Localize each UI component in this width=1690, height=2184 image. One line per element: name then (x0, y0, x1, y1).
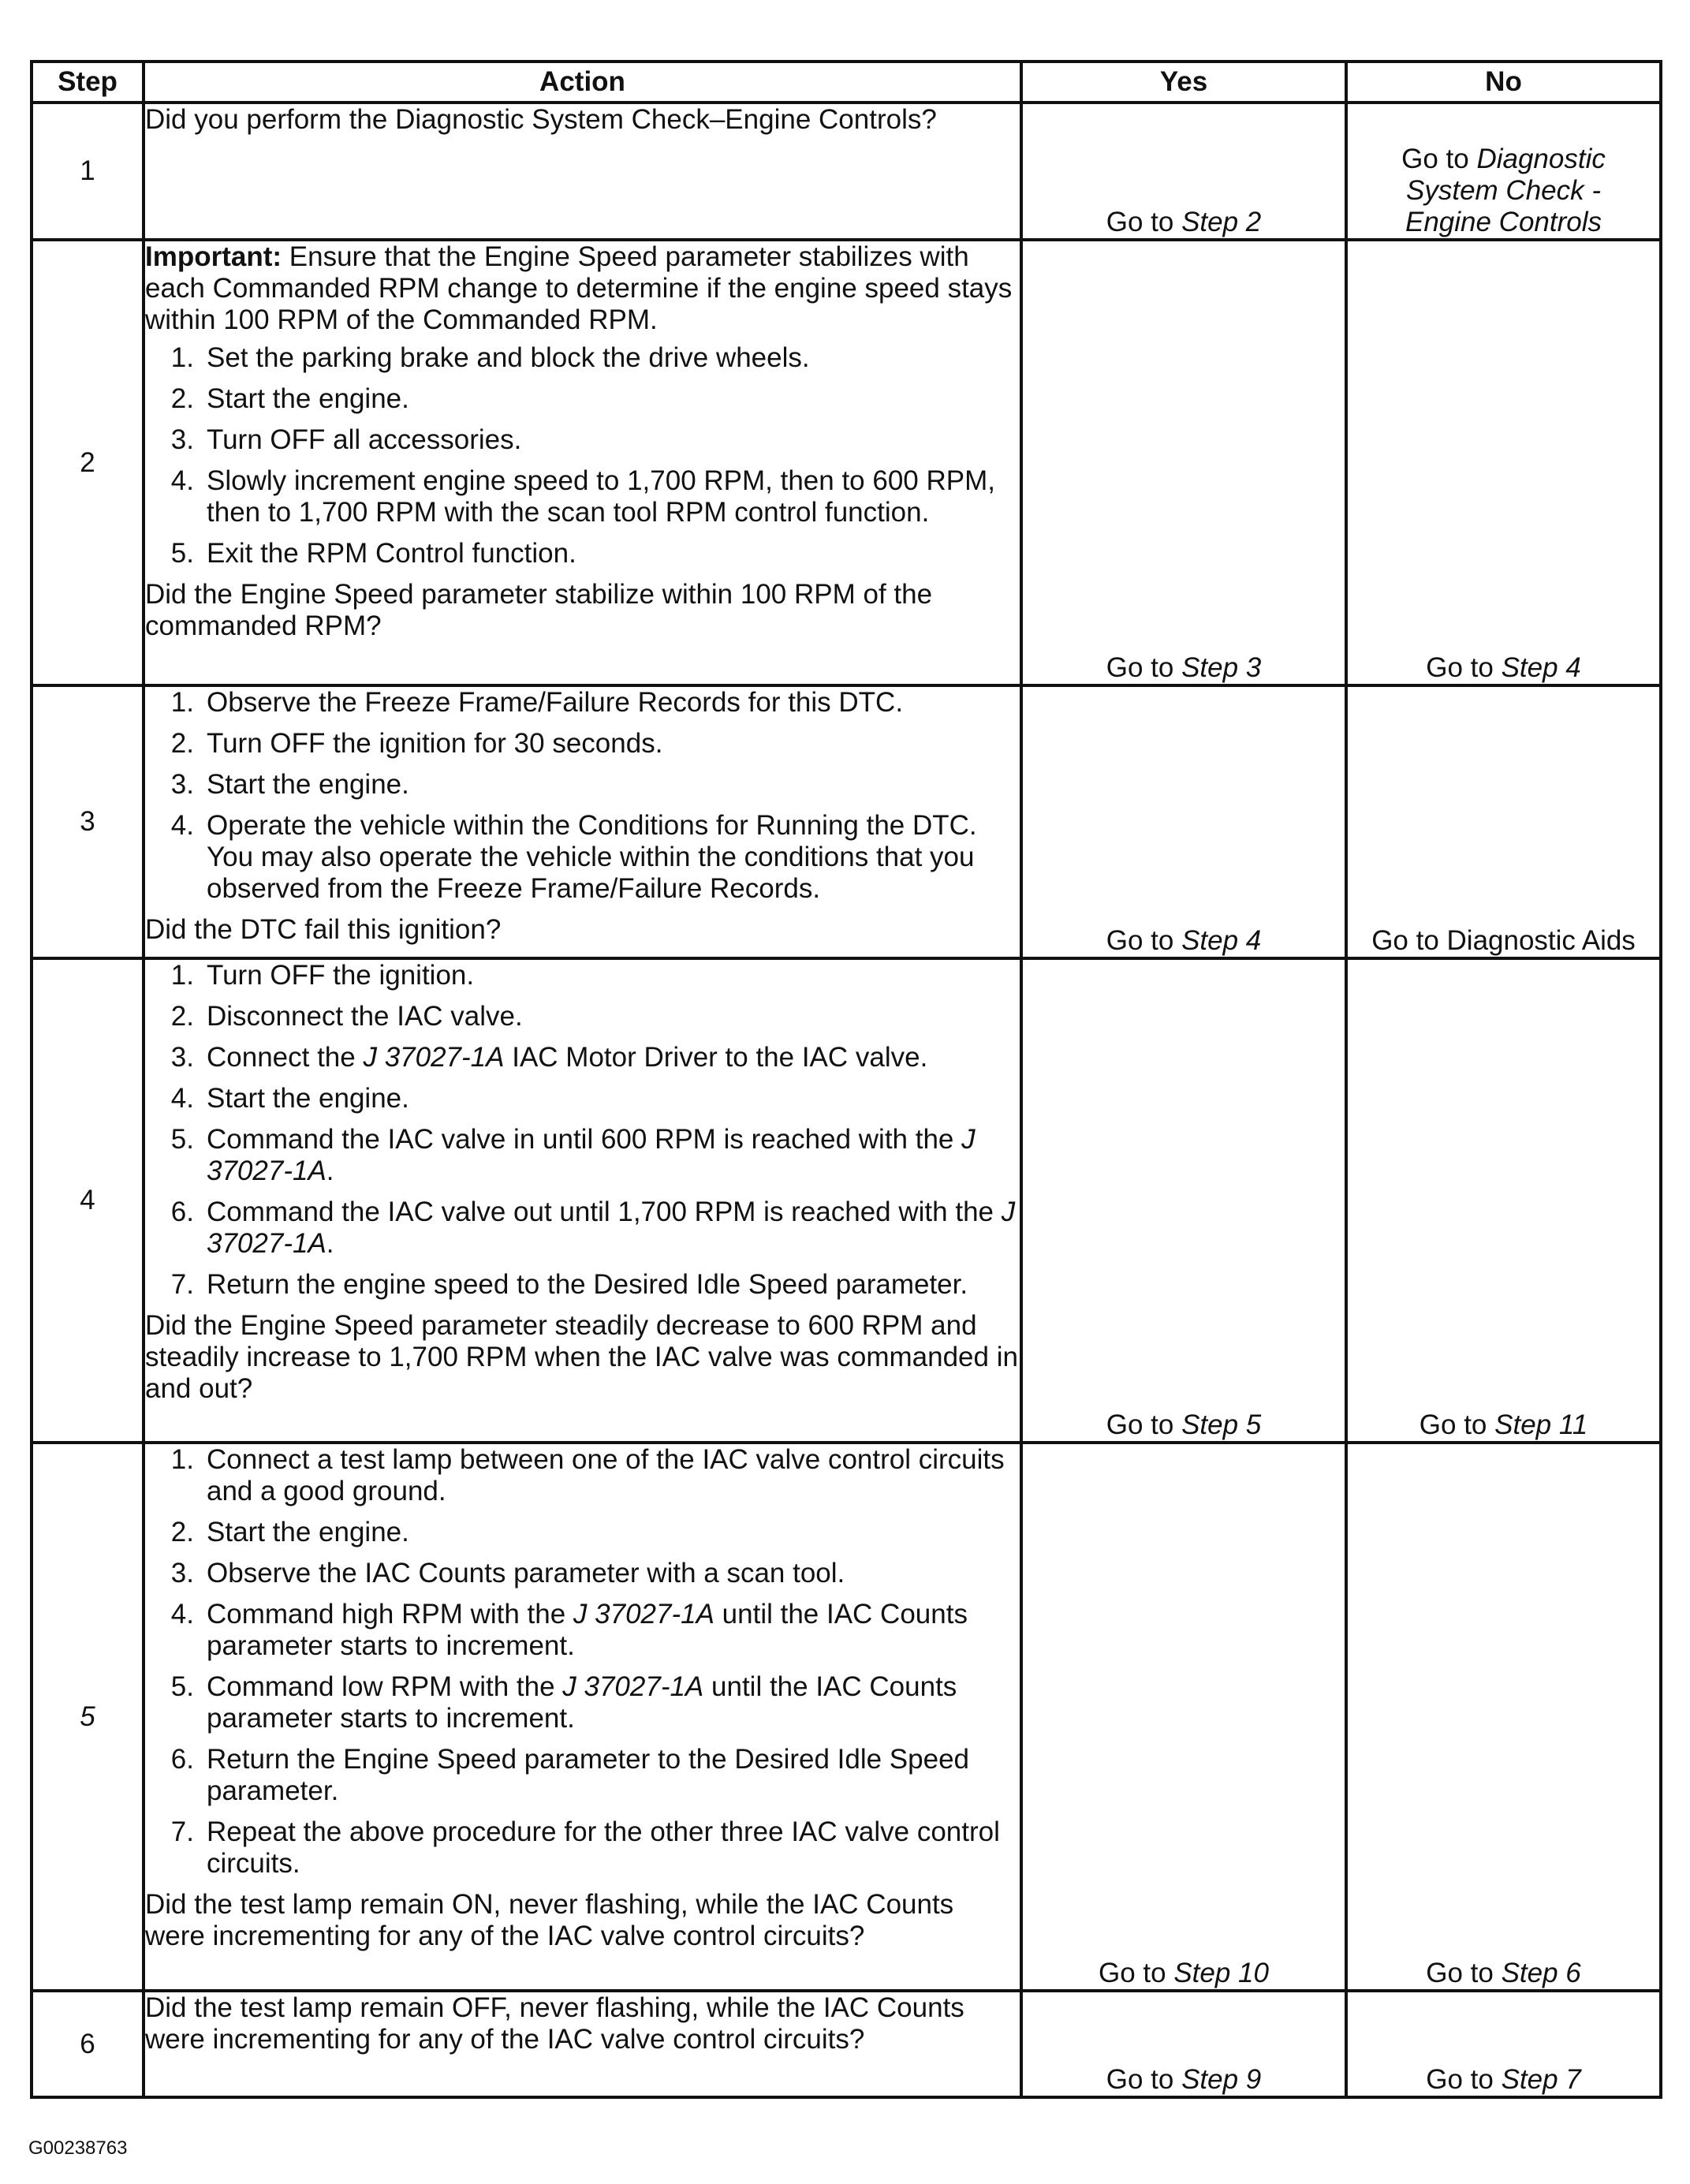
yes-step-link[interactable]: Step 10 (1173, 1958, 1269, 1988)
yes-prefix: Go to (1106, 925, 1182, 956)
list-item (145, 960, 1020, 991)
step-number: 2 (32, 240, 144, 685)
instruction-list (145, 687, 1020, 905)
no-cell (1346, 685, 1661, 958)
list-item (145, 1671, 1020, 1734)
item-number: 2. (170, 728, 194, 759)
step-number: 1 (32, 103, 144, 240)
item-number: 7. (170, 1269, 194, 1300)
table-row-step-6 (32, 1991, 1661, 2097)
item-number: 3. (170, 424, 194, 455)
item-number: 1. (170, 687, 194, 718)
no-cell (1346, 1991, 1661, 2097)
item-number: 5. (170, 1124, 194, 1155)
item-number: 4. (170, 1083, 194, 1114)
list-item (145, 465, 1020, 528)
item-number: 2. (170, 1517, 194, 1547)
item-text-part: Connect the (207, 1042, 364, 1073)
table-row-step-3 (32, 685, 1661, 958)
list-item (145, 1517, 1020, 1548)
item-text: Turn OFF all accessories. (207, 424, 522, 455)
yes-prefix: Go to (1106, 2064, 1182, 2095)
action-cell (144, 685, 1021, 958)
no-link-line1[interactable]: Diagnostic (1476, 144, 1606, 174)
item-number: 1. (170, 342, 194, 373)
no-cell (1346, 103, 1661, 240)
question-text: Did the DTC fail this ignition? (145, 914, 502, 945)
action-cell (144, 103, 1021, 240)
action-cell (144, 1991, 1021, 2097)
diagnostic-table (30, 60, 1662, 2099)
instruction-list (145, 1444, 1020, 1880)
tool-name: J 37027-1A (573, 1599, 714, 1630)
item-number: 6. (170, 1197, 194, 1227)
no-link-line3[interactable]: Engine Controls (1405, 207, 1602, 237)
yes-step-link[interactable]: Step 9 (1181, 2064, 1262, 2095)
no-step-link[interactable]: Step 4 (1501, 652, 1581, 683)
item-text: Turn OFF the ignition. (207, 960, 475, 991)
item-text: Start the engine. (207, 1517, 409, 1547)
yes-cell (1021, 685, 1346, 958)
item-text: Operate the vehicle within the Conditions for Running the DTC. You may also operate the vehicle within the conditions that you observed from the Freeze Frame/Failure Records. (207, 810, 977, 904)
item-number: 1. (170, 1444, 194, 1475)
no-prefix: Go to (1426, 2064, 1502, 2095)
instruction-list (145, 960, 1020, 1301)
important-text: Ensure that the Engine Speed parameter stabilizes with each Commanded RPM change to determine if the engine speed stays within 100 RPM of the Commanded RPM. (145, 241, 1013, 335)
item-number: 1. (170, 960, 194, 991)
list-item (145, 1558, 1020, 1589)
no-header: No (1346, 62, 1661, 103)
list-item (145, 424, 1020, 456)
no-prefix: Go to (1426, 1958, 1502, 1988)
item-text: Start the engine. (207, 383, 409, 414)
action-cell (144, 1443, 1021, 1991)
item-text: Turn OFF the ignition for 30 seconds. (207, 728, 663, 759)
tool-name: J 37027-1A (207, 1124, 976, 1186)
item-number: 5. (170, 538, 194, 569)
action-cell (144, 958, 1021, 1443)
action-header: Action (144, 62, 1021, 103)
item-text (207, 1197, 1020, 1260)
step-number: 4 (32, 958, 144, 1443)
item-text: Repeat the above procedure for the other three IAC valve control circuits. (207, 1816, 1000, 1879)
yes-cell (1021, 958, 1346, 1443)
list-item (145, 769, 1020, 801)
yes-header: Yes (1021, 62, 1346, 103)
list-item (145, 1083, 1020, 1114)
item-text: Observe the Freeze Frame/Failure Records for this DTC. (207, 687, 904, 718)
item-number: 4. (170, 1599, 194, 1630)
yes-step-link[interactable]: Step 2 (1181, 207, 1262, 237)
list-item (145, 538, 1020, 569)
yes-cell (1021, 103, 1346, 240)
no-cell (1346, 1443, 1661, 1991)
list-item (145, 1444, 1020, 1507)
item-number: 2. (170, 1001, 194, 1032)
item-number: 3. (170, 769, 194, 800)
list-item (145, 1124, 1020, 1187)
no-cell (1346, 240, 1661, 685)
figure-id: G00238763 (28, 2137, 128, 2159)
question-text: Did the test lamp remain ON, never flashing, while the IAC Counts were incrementing for any of the IAC valve control circuits? (145, 1889, 954, 1951)
list-item (145, 342, 1020, 374)
table-row-step-2 (32, 240, 1661, 685)
item-text: Return the Engine Speed parameter to the Desired Idle Speed parameter. (207, 1744, 970, 1806)
yes-cell (1021, 1443, 1346, 1991)
tool-name: J 37027-1A (562, 1671, 704, 1702)
no-prefix: Go to (1401, 144, 1477, 174)
item-number: 3. (170, 1558, 194, 1589)
important-label: Important: (145, 241, 282, 272)
item-number: 3. (170, 1042, 194, 1073)
no-step-link[interactable]: Step 11 (1494, 1409, 1588, 1440)
header-row (32, 62, 1661, 103)
item-text (207, 1124, 1020, 1187)
item-text: Observe the IAC Counts parameter with a scan tool. (207, 1558, 845, 1589)
list-item (145, 1744, 1020, 1807)
list-item (145, 1269, 1020, 1301)
yes-step-link[interactable]: Step 3 (1181, 652, 1262, 683)
step-number: 6 (32, 1991, 144, 2097)
list-item (145, 1042, 1020, 1073)
item-text (207, 1042, 1020, 1073)
yes-prefix: Go to (1106, 1409, 1182, 1440)
item-text-part: until the IAC Counts parameter starts to increment. (207, 1671, 957, 1734)
item-text-part: until the IAC Counts parameter starts to increment. (207, 1599, 968, 1661)
item-text: Exit the RPM Control function. (207, 538, 576, 569)
item-text: Slowly increment engine speed to 1,700 RPM, then to 600 RPM, then to 1,700 RPM with the scan tool RPM control function. (207, 465, 995, 528)
no-link-line2[interactable]: System Check - (1406, 175, 1601, 206)
step-number: 3 (32, 685, 144, 958)
item-text-part: Command high RPM with the (207, 1599, 573, 1630)
list-item (145, 1197, 1020, 1260)
table-row-step-4 (32, 958, 1661, 1443)
question-text: Did the Engine Speed parameter steadily decrease to 600 RPM and steadily increase to 1,700 RPM when the IAC valve was commanded in and out? (145, 1310, 1018, 1404)
no-prefix: Go to (1426, 652, 1502, 683)
item-number: 6. (170, 1744, 194, 1775)
item-text: Start the engine. (207, 1083, 409, 1114)
yes-cell (1021, 1991, 1346, 2097)
list-item (145, 1599, 1020, 1662)
yes-prefix: Go to (1106, 652, 1182, 683)
item-text-part: . (326, 1228, 334, 1259)
table-row-step-1 (32, 103, 1661, 240)
tool-name: J 37027-1A (207, 1197, 1016, 1259)
no-step-link[interactable]: Step 6 (1501, 1958, 1581, 1988)
item-text-part: Command low RPM with the (207, 1671, 563, 1702)
yes-prefix: Go to (1106, 207, 1182, 237)
item-number: 5. (170, 1671, 194, 1702)
item-text: Disconnect the IAC valve. (207, 1001, 523, 1032)
item-text: Return the engine speed to the Desired Idle Speed parameter. (207, 1269, 968, 1300)
item-text-part: Command the IAC valve in until 600 RPM is reached with the (207, 1124, 962, 1155)
item-text (207, 1599, 1020, 1662)
table-row-step-5 (32, 1443, 1661, 1991)
item-number: 4. (170, 465, 194, 496)
item-number: 4. (170, 810, 194, 841)
list-item (145, 728, 1020, 760)
yes-prefix: Go to (1099, 1958, 1174, 1988)
list-item (145, 383, 1020, 415)
tool-name: J 37027-1A (363, 1042, 505, 1073)
step-header: Step (32, 62, 144, 103)
list-item (145, 1816, 1020, 1880)
step-number: 5 (32, 1443, 144, 1991)
no-cell (1346, 958, 1661, 1443)
item-text-part: IAC Motor Driver to the IAC valve. (504, 1042, 928, 1073)
item-text: Connect a test lamp between one of the IAC valve control circuits and a good ground. (207, 1444, 1005, 1506)
item-text: Start the engine. (207, 769, 409, 800)
yes-step-link[interactable]: Step 4 (1181, 925, 1262, 956)
no-step-link[interactable]: Step 7 (1501, 2064, 1581, 2095)
list-item (145, 687, 1020, 719)
item-text-part: Command the IAC valve out until 1,700 RPM is reached with the (207, 1197, 1002, 1227)
list-item (145, 810, 1020, 905)
list-item (145, 1001, 1020, 1032)
important-note (145, 241, 1020, 336)
action-cell (144, 240, 1021, 685)
instruction-list (145, 342, 1020, 569)
item-number: 2. (170, 383, 194, 414)
no-link-diagnostic-aids[interactable]: Go to Diagnostic Aids (1371, 925, 1636, 956)
no-prefix: Go to (1419, 1409, 1495, 1440)
question-text: Did the Engine Speed parameter stabilize within 100 RPM of the commanded RPM? (145, 579, 933, 641)
yes-cell (1021, 240, 1346, 685)
item-text (207, 1671, 1020, 1734)
item-text-part: . (326, 1155, 334, 1186)
question-text: Did you perform the Diagnostic System Check–Engine Controls? (145, 104, 937, 135)
item-text: Set the parking brake and block the drive wheels. (207, 342, 810, 373)
item-number: 7. (170, 1816, 194, 1847)
question-text: Did the test lamp remain OFF, never flashing, while the IAC Counts were incrementing for any of the IAC valve control circuits? (145, 1992, 964, 2055)
yes-step-link[interactable]: Step 5 (1181, 1409, 1262, 1440)
